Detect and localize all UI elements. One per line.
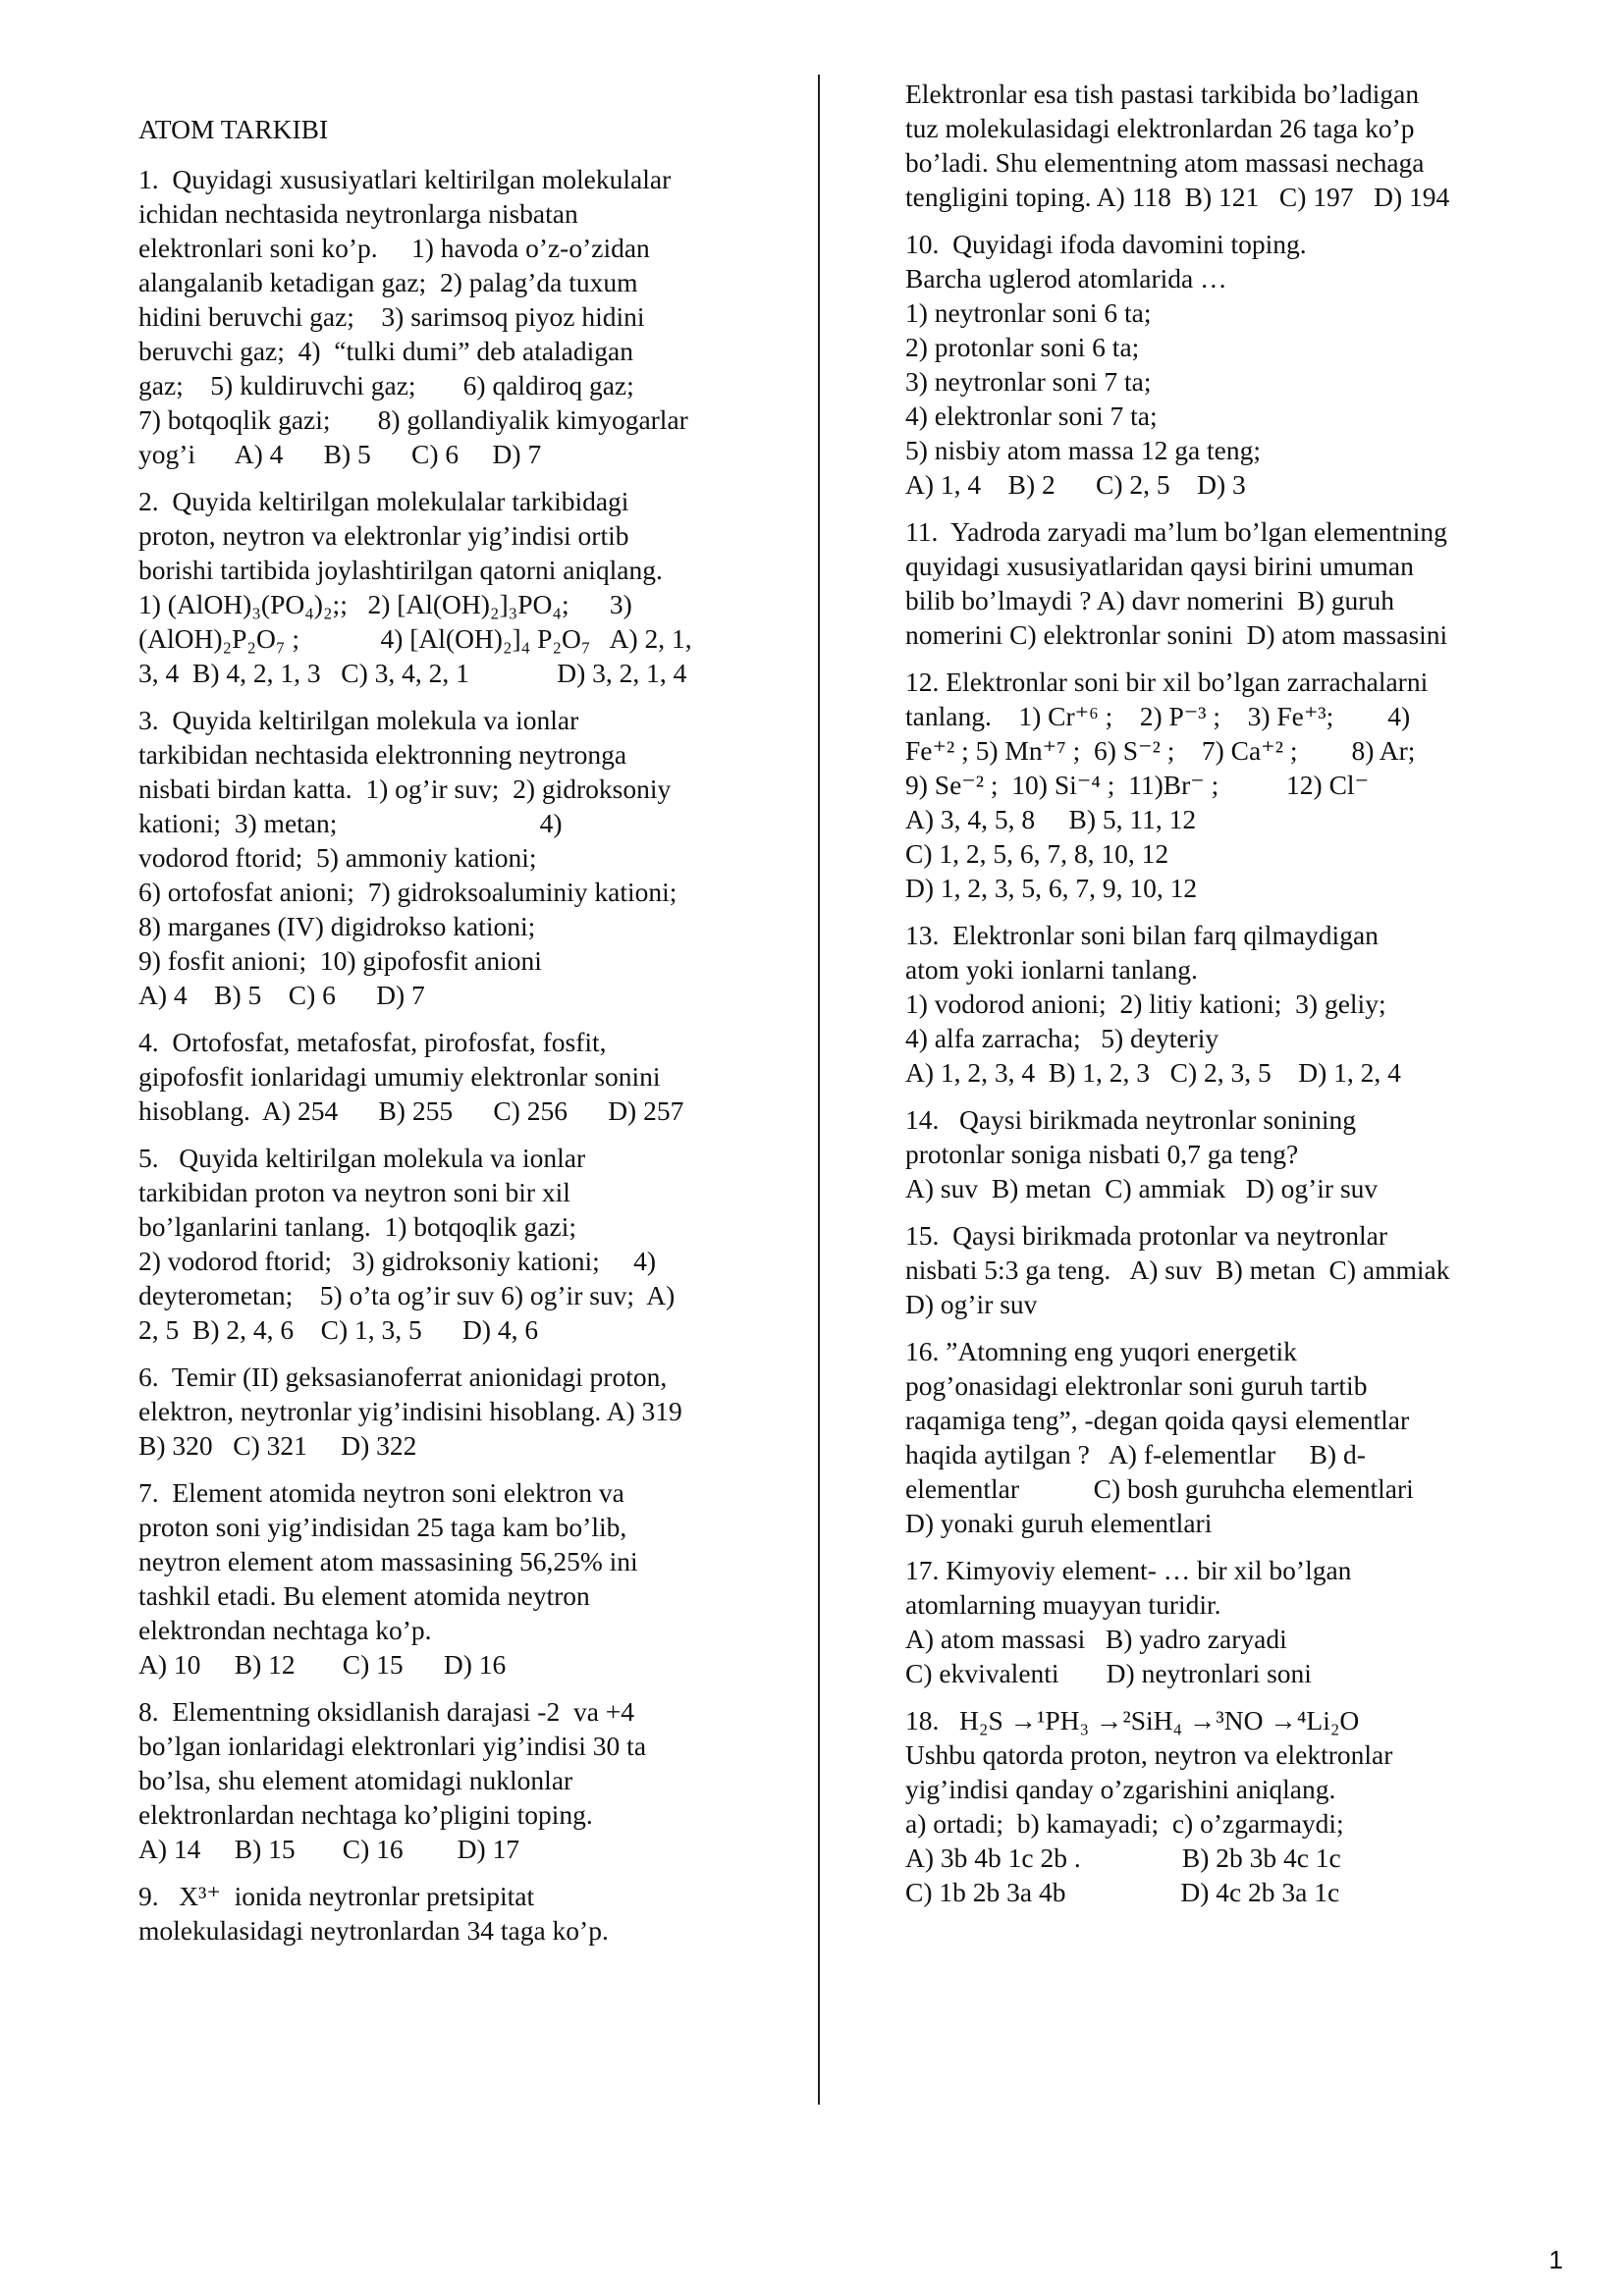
question-line: 2) protonlar soni 6 ta; [905,332,1140,362]
question-line: A) 3b 4b 1c 2b . B) 2b 3b 4c 1c [905,1842,1341,1873]
question-line: bo’lgan ionlaridagi elektronlari yig’indisi 30 ta [138,1731,647,1761]
question-line: C) 1, 2, 5, 6, 7, 8, 10, 12 [905,838,1169,869]
question-line: proton soni yig’indisidan 25 taga kam bo’lib, [138,1512,627,1542]
question-line: 9. X³⁺ ionida neytronlar pretsipitat [138,1881,535,1911]
question-line: D) 1, 2, 3, 5, 6, 7, 9, 10, 12 [905,873,1198,903]
question-line: tuz molekulasidagi elektronlardan 26 taga ko’p [905,113,1415,143]
question-line: deyterometan; 5) o’ta og’ir suv 6) og’ir suv; A) [138,1280,676,1310]
question-line: 15. Qaysi birikmada protonlar va neytronlar [905,1220,1388,1251]
question-line: bo’lganlarini tanlang. 1) botqoqlik gazi; [138,1211,577,1242]
question-line: 11. Yadroda zaryadi ma’lum bo’lgan elementning [905,516,1447,547]
question-line: Elektronlar esa tish pastasi tarkibida bo’ladigan [905,79,1420,109]
question-line: proton, neytron va elektronlar yig’indisi ortib [138,520,629,551]
question-line: elektronlardan nechtaga ko’pligini toping. [138,1799,593,1830]
question-line: D) yonaki guruh elementlari [905,1508,1213,1538]
question-line: 9) fosfit anioni; 10) gipofosfit anioni [138,945,542,976]
right-question-list [905,77,1516,1909]
question-q5 [138,1141,749,1347]
question-line: atom yoki ionlarni tanlang. [905,954,1198,985]
question-line: elektrondan nechtaga ko’p. [138,1615,432,1645]
question-line: Ushbu qatorda proton, neytron va elektronlar [905,1739,1393,1770]
question-line: neytron element atom massasining 56,25% ini [138,1546,638,1576]
question-q1 [138,162,749,471]
question-line: 6) ortofosfat anioni; 7) gidroksoaluminiy kationi; [138,877,677,907]
question-line: elektronlari soni ko’p. 1) havoda o’z-o’zidan [138,233,650,263]
right-column [905,77,1516,1922]
question-line: C) 1b 2b 3a 4b D) 4c 2b 3a 1c [905,1877,1340,1907]
question-line: 8) marganes (IV) digidrokso kationi; [138,911,536,941]
question-q4 [138,1025,749,1128]
question-line: beruvchi gaz; 4) “tulki dumi” deb ataladigan [138,336,633,366]
question-line: tarkibidan proton va neytron soni bir xil [138,1177,570,1207]
question-line: elementlar C) bosh guruhcha elementlari [905,1473,1414,1504]
question-line: Barcha uglerod atomlarida … [905,263,1227,294]
question-line: A) 1, 2, 3, 4 B) 1, 2, 3 C) 2, 3, 5 D) 1, 2, 4 [905,1057,1401,1088]
question-line: tengligini toping. A) 118 B) 121 C) 197 D) 194 [905,182,1450,212]
question-line: (AlOH)₂P₂O₇ ; 4) [Al(OH)₂]₄ P₂O₇ A) 2, 1, [138,623,692,654]
question-line: atomlarning muayyan turidir. [905,1589,1221,1620]
question-line: 2) vodorod ftorid; 3) gidroksoniy kationi; 4) [138,1246,657,1276]
question-q9-cont [905,77,1516,214]
question-line: 4) elektronlar soni 7 ta; [905,400,1158,431]
question-q11 [905,514,1516,652]
question-line: 1) neytronlar soni 6 ta; [905,297,1152,328]
question-line: 7) botqoqlik gazi; 8) gollandiyalik kimyogarlar [138,404,688,435]
question-line: 7. Element atomida neytron soni elektron va [138,1477,624,1508]
question-line: yog’i A) 4 B) 5 C) 6 D) 7 [138,439,542,469]
question-line: ichidan nechtasida neytronlarga nisbatan [138,198,578,229]
question-q6 [138,1360,749,1463]
column-divider [818,75,820,2105]
question-q15 [905,1218,1516,1321]
question-line: a) ortadi; b) kamayadi; c) o’zgarmaydi; [905,1808,1344,1839]
document-title: ATOM TARKIBI [138,114,329,144]
question-line: Fe⁺² ; 5) Mn⁺⁷ ; 6) S⁻² ; 7) Ca⁺² ; 8) Ar; [905,735,1416,766]
question-q7 [138,1475,749,1682]
question-line: 5) nisbiy atom massa 12 ga teng; [905,435,1262,465]
question-line: 5. Quyida keltirilgan molekula va ionlar [138,1143,586,1173]
question-line: tarkibidan nechtasida elektronning neytronga [138,739,627,770]
question-line: 1) (AlOH)₃(PO₄)₂;; 2) [Al(OH)₂]₃PO₄; 3) [138,589,632,619]
question-line: haqida aytilgan ? A) f-elementlar B) d- [905,1439,1366,1469]
question-line: 8. Elementning oksidlanish darajasi -2 va +4 [138,1696,635,1727]
question-line: bo’ladi. Shu elementning atom massasi nechaga [905,147,1425,178]
question-line: tanlang. 1) Cr⁺⁶ ; 2) P⁻³ ; 3) Fe⁺³; 4) [905,701,1411,731]
question-line: quyidagi xususiyatlaridan qaysi birini umuman [905,551,1414,581]
question-line: gaz; 5) kuldiruvchi gaz; 6) qaldiroq gaz; [138,370,634,400]
question-line: 4) alfa zarracha; 5) deyteriy [905,1023,1219,1053]
question-line: 10. Quyidagi ifoda davomini toping. [905,229,1307,259]
question-line: yig’indisi qanday o’zgarishini aniqlang. [905,1774,1336,1804]
question-line: hidini beruvchi gaz; 3) sarimsoq piyoz hidini [138,301,645,332]
question-q9 [138,1879,749,1948]
question-line: protonlar soniga nisbati 0,7 ga teng? [905,1139,1299,1169]
question-line: 2. Quyida keltirilgan molekulalar tarkibidagi [138,486,629,516]
question-line: molekulasidagi neytronlardan 34 taga ko’p. [138,1915,609,1946]
question-line: A) 3, 4, 5, 8 B) 5, 11, 12 [905,804,1197,834]
question-q13 [905,918,1516,1090]
question-line: alangalanib ketadigan gaz; 2) palag’da tuxum [138,267,638,297]
question-q2 [138,484,749,690]
question-line: 6. Temir (II) geksasianoferrat anionidagi proton, [138,1362,668,1392]
question-line: 1) vodorod anioni; 2) litiy kationi; 3) geliy; [905,988,1386,1019]
question-q18 [905,1703,1516,1909]
question-line: 9) Se⁻² ; 10) Si⁻⁴ ; 11)Br⁻ ; 12) Cl⁻ [905,770,1370,800]
question-q16 [905,1334,1516,1540]
question-line: A) 14 B) 15 C) 16 D) 17 [138,1834,520,1864]
question-line: pog’onasidagi elektronlar soni guruh tartib [905,1370,1368,1401]
question-line: raqamiga teng”, -degan qoida qaysi elementlar [905,1405,1410,1435]
question-line: 1. Quyidagi xususiyatlari keltirilgan molekulalar [138,164,672,194]
question-line: nisbati birdan katta. 1) og’ir suv; 2) gidroksoniy [138,774,672,804]
question-line: gipofosfit ionlaridagi umumiy elektronlar sonini [138,1061,661,1092]
question-line: A) 4 B) 5 C) 6 D) 7 [138,980,425,1010]
question-line: kationi; 3) metan; 4) [138,808,563,838]
question-line: 3. Quyida keltirilgan molekula va ionlar [138,705,579,735]
question-line: 4. Ortofosfat, metafosfat, pirofosfat, fosfit, [138,1027,607,1057]
question-line: elektron, neytronlar yig’indisini hisoblang. A) 319 [138,1396,682,1426]
question-line: 2, 5 B) 2, 4, 6 C) 1, 3, 5 D) 4, 6 [138,1314,539,1345]
question-line: bo’lsa, shu element atomidagi nuklonlar [138,1765,573,1795]
question-line: borishi tartibida joylashtirilgan qatorni aniqlang. [138,555,663,585]
question-line: tashkil etadi. Bu element atomida neytron [138,1580,590,1611]
question-line: A) atom massasi B) yadro zaryadi [905,1624,1287,1654]
page-number: 1 [1548,2245,1563,2274]
question-line: 18. H₂S →¹PH₃ →²SiH₄ →³NO →⁴Li₂O [905,1705,1360,1735]
question-q17 [905,1553,1516,1690]
question-line: 3) neytronlar soni 7 ta; [905,366,1152,397]
question-q14 [905,1102,1516,1205]
question-q8 [138,1694,749,1866]
question-line: bilib bo’lmaydi ? A) davr nomerini B) guruh [905,585,1394,615]
question-line: A) suv B) metan C) ammiak D) og’ir suv [905,1173,1379,1203]
question-q12 [905,665,1516,905]
question-line: B) 320 C) 321 D) 322 [138,1430,417,1461]
left-column [138,77,749,1960]
question-line: A) 1, 4 B) 2 C) 2, 5 D) 3 [905,469,1246,500]
question-line: 14. Qaysi birikmada neytronlar sonining [905,1104,1357,1135]
question-line: nisbati 5:3 ga teng. A) suv B) metan C) ammiak [905,1255,1450,1285]
question-q3 [138,703,749,1012]
question-line: C) ekvivalenti D) neytronlari soni [905,1658,1312,1688]
question-line: 12. Elektronlar soni bir xil bo’lgan zarrachalarni [905,667,1429,697]
question-line: A) 10 B) 12 C) 15 D) 16 [138,1649,507,1680]
question-line: 13. Elektronlar soni bilan farq qilmaydigan [905,920,1379,950]
left-question-list [138,162,749,1948]
question-q10 [905,227,1516,502]
question-line: D) og’ir suv [905,1289,1038,1319]
question-line: 3, 4 B) 4, 2, 1, 3 C) 3, 4, 2, 1 D) 3, 2, 1, 4 [138,658,687,688]
question-line: hisoblang. A) 254 B) 255 C) 256 D) 257 [138,1095,684,1126]
question-line: 17. Kimyoviy element- … bir xil bo’lgan [905,1555,1352,1585]
question-line: 16. ”Atomning eng yuqori energetik [905,1336,1297,1366]
question-line: vodorod ftorid; 5) ammoniy kationi; [138,842,537,873]
question-line: nomerini C) elektronlar sonini D) atom massasini [905,619,1448,650]
